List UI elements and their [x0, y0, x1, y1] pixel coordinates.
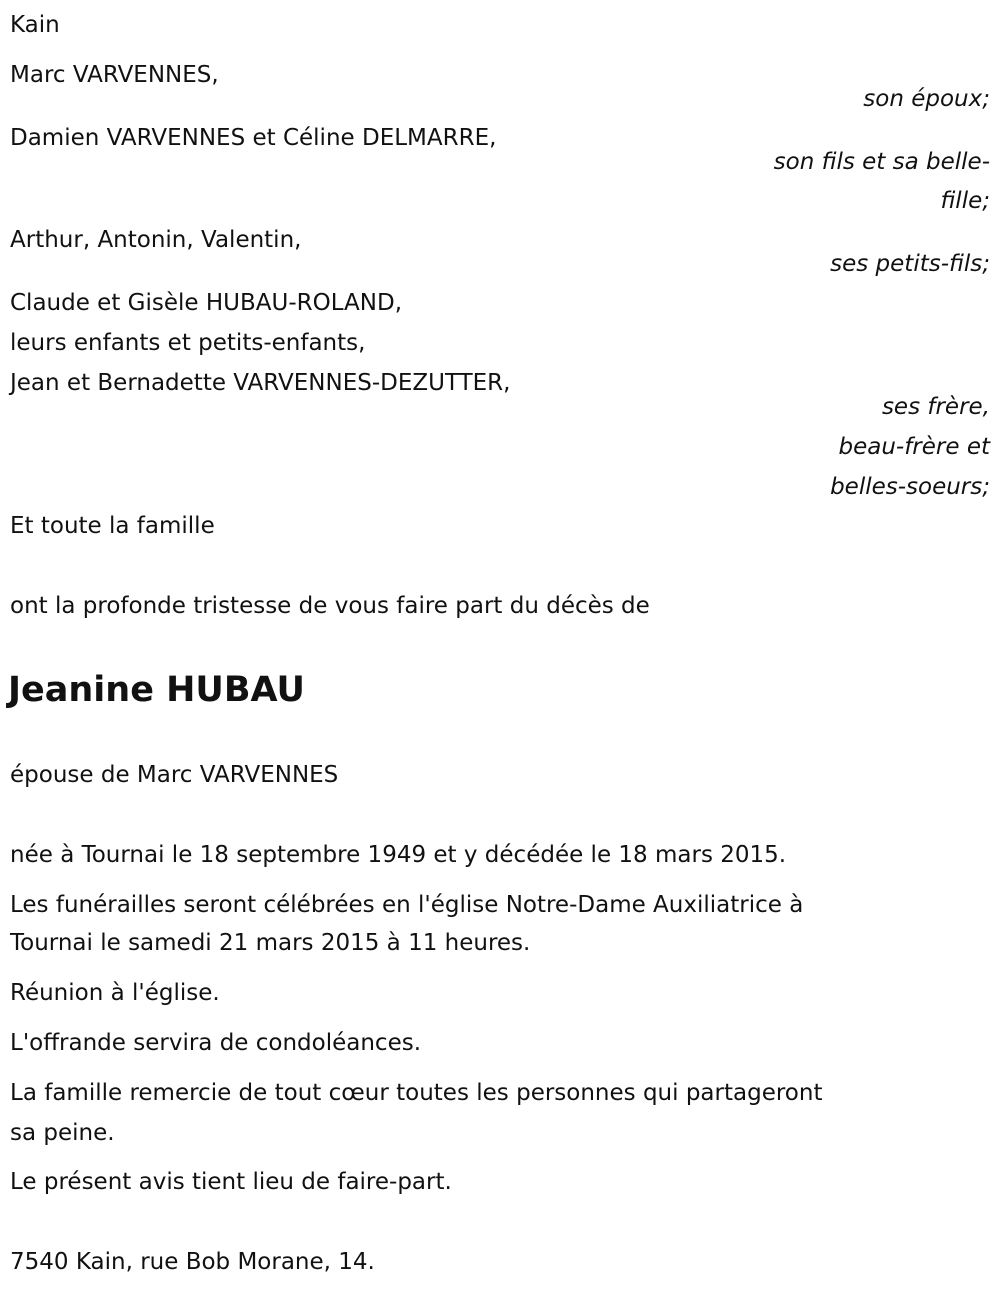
thanks-line: sa peine.: [10, 1120, 115, 1146]
deceased-name: Jeanine HUBAU: [8, 670, 305, 710]
family-relation: beau-frère et: [838, 434, 990, 460]
family-relation: son époux;: [863, 86, 990, 112]
spouse-line: épouse de Marc VARVENNES: [10, 762, 339, 788]
funeral-line: Les funérailles seront célébrées en l'église Notre-Dame Auxiliatrice à: [10, 892, 804, 918]
offering: L'offrande servira de condoléances.: [10, 1030, 422, 1056]
whole-family: Et toute la famille: [10, 513, 215, 539]
birth-death: née à Tournai le 18 septembre 1949 et y décédée le 18 mars 2015.: [10, 842, 787, 868]
family-relation: fille;: [940, 188, 990, 214]
address: 7540 Kain, rue Bob Morane, 14.: [10, 1249, 375, 1275]
place: Kain: [10, 12, 60, 38]
family-relation: son fils et sa belle-: [773, 149, 990, 175]
family-name: Damien VARVENNES et Céline DELMARRE,: [10, 125, 497, 151]
family-name: Arthur, Antonin, Valentin,: [10, 227, 302, 253]
notice: Le présent avis tient lieu de faire-part.: [10, 1169, 452, 1195]
family-relation: ses petits-fils;: [830, 251, 990, 277]
meeting: Réunion à l'église.: [10, 980, 220, 1006]
funeral-line: Tournai le samedi 21 mars 2015 à 11 heures.: [10, 930, 531, 956]
family-name: Claude et Gisèle HUBAU-ROLAND,: [10, 290, 403, 316]
family-relation: belles-soeurs;: [830, 474, 990, 500]
family-name: leurs enfants et petits-enfants,: [10, 330, 366, 356]
family-name: Marc VARVENNES,: [10, 62, 219, 88]
family-name: Jean et Bernadette VARVENNES-DEZUTTER,: [10, 370, 511, 396]
thanks-line: La famille remercie de tout cœur toutes les personnes qui partageront: [10, 1080, 823, 1106]
family-relation: ses frère,: [881, 394, 990, 420]
announcement: ont la profonde tristesse de vous faire part du décès de: [10, 593, 650, 619]
